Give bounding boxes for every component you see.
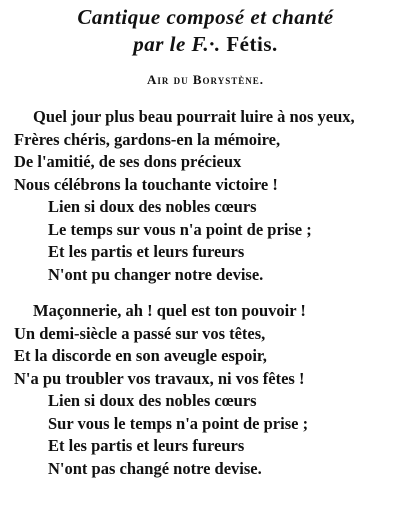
verse-line: N'a pu troubler vos travaux, ni vos fêtes ! — [14, 368, 305, 388]
verse-line: Quel jour plus beau pourrait luire à nos yeux, — [33, 107, 355, 126]
verse-line: Lien si doux des nobles cœurs — [48, 197, 257, 216]
stanza-2 — [0, 300, 411, 480]
author-name: Fétis. — [226, 32, 278, 56]
verse-line: Et les partis et leurs fureurs — [48, 242, 245, 261]
page-title — [0, 4, 411, 58]
title-line-2 — [0, 31, 411, 58]
verse-line: Sur vous le temps n'a point de prise ; — [48, 413, 309, 433]
verse-line: Frères chéris, gardons-en la mémoire, — [14, 129, 281, 149]
verse-line: N'ont pu changer notre devise. — [48, 264, 264, 284]
verse-line: Maçonnerie, ah ! quel est ton pouvoir ! — [33, 301, 306, 320]
stanza-1 — [0, 106, 411, 286]
verse-line: De l'amitié, de ses dons précieux — [14, 152, 242, 171]
air-subtitle: Air du Borystène. — [146, 72, 264, 87]
verse-line: Et la discorde en son aveugle espoir, — [14, 346, 267, 365]
verse-line: Et les partis et leurs fureurs — [48, 436, 245, 455]
verse-line: N'ont pas changé notre devise. — [48, 458, 262, 478]
verse-line: Un demi-siècle a passé sur vos têtes, — [14, 323, 266, 343]
verse-line: Lien si doux des nobles cœurs — [48, 391, 257, 410]
verse-line: Le temps sur vous n'a point de prise ; — [48, 219, 312, 239]
title-line-2-prefix: par le F.·. — [133, 32, 227, 56]
title-line-1: Cantique composé et chanté — [77, 5, 334, 29]
verse-line: Nous célébrons la touchante victoire ! — [14, 174, 278, 194]
